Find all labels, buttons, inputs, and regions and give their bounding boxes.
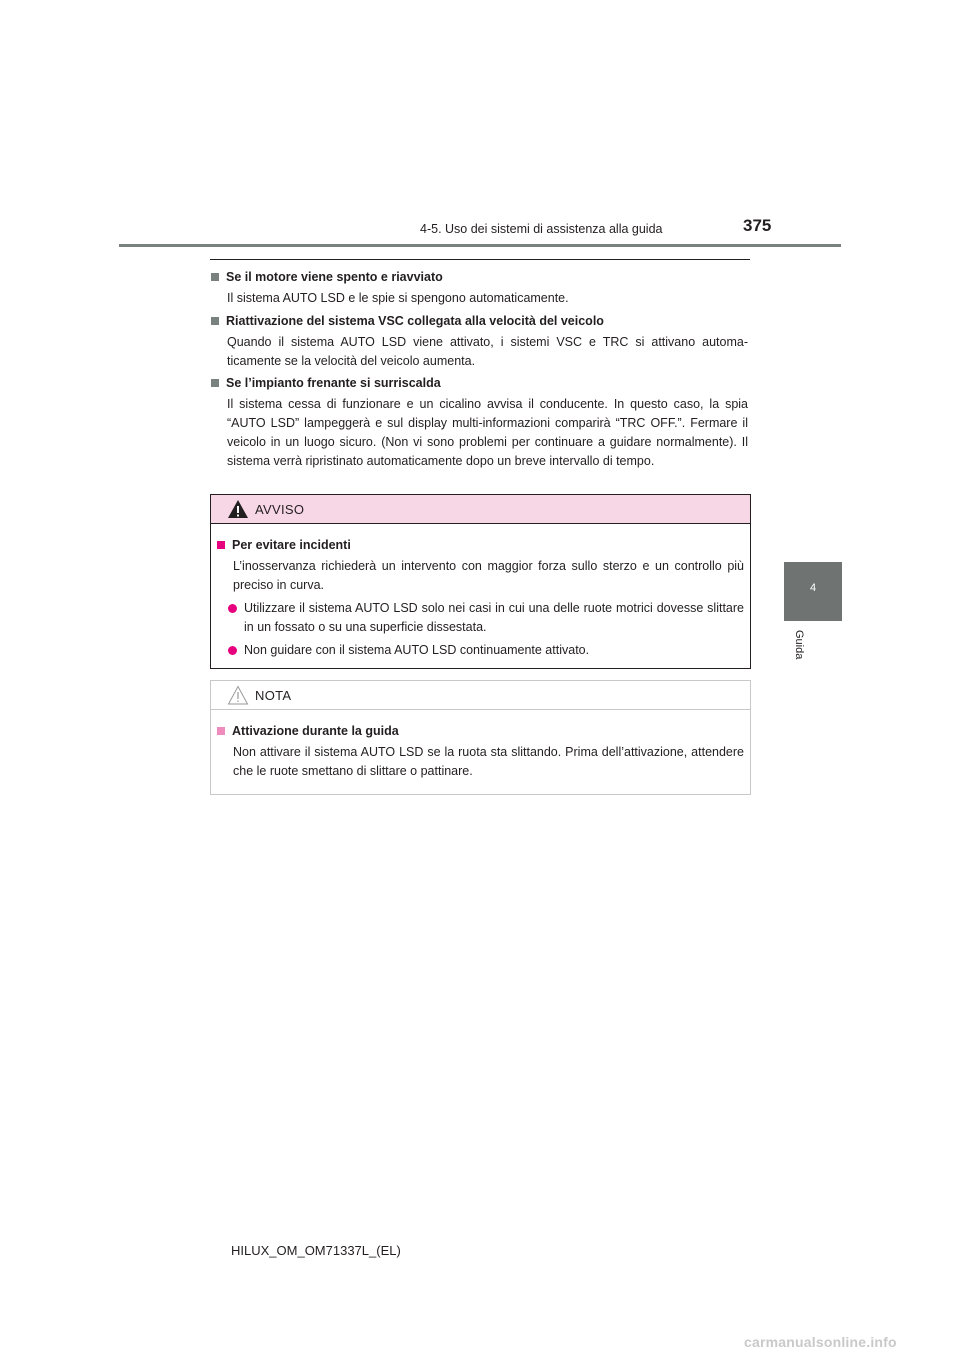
header-rule — [119, 244, 841, 247]
watermark: carmanualsonline.info — [744, 1334, 897, 1350]
content-rule — [210, 259, 750, 260]
section-title-text: Riattivazione del sistema VSC collegata alla velocità del veicolo — [226, 314, 604, 328]
note-label: NOTA — [255, 688, 292, 703]
warning-header — [211, 495, 750, 524]
square-bullet-icon — [211, 379, 219, 387]
circle-bullet-icon — [228, 646, 237, 655]
warning-bullet — [228, 599, 744, 637]
section-title-text: Se il motore viene spento e riavviato — [226, 270, 443, 284]
header-title: 4-5. Uso dei sistemi di assistenza alla guida — [420, 222, 663, 236]
section-engine-restart — [210, 268, 748, 308]
warning-box — [210, 494, 751, 669]
warning-bullet — [228, 641, 744, 660]
section-vsc-reactivation — [210, 312, 748, 371]
section-body: Il sistema AUTO LSD e le spie si spengono automaticamente. — [227, 291, 569, 305]
warning-triangle-icon — [227, 499, 249, 519]
note-box — [210, 680, 751, 795]
chapter-tab-number: 4 — [809, 582, 817, 594]
square-bullet-icon — [217, 727, 225, 735]
warning-bullet-text: Utilizzare il sistema AUTO LSD solo nei casi in cui una delle ruote motrici dovesse slittare in un fossato o su una superficie dissestata. — [244, 601, 744, 634]
note-body — [211, 710, 750, 791]
warning-body — [211, 524, 750, 670]
note-title-text: Attivazione durante la guida — [232, 724, 399, 738]
section-title — [210, 268, 748, 287]
warning-title-text: Per evitare incidenti — [232, 538, 351, 552]
section-title — [210, 374, 748, 393]
warning-title — [216, 536, 744, 555]
warning-label: AVVISO — [255, 502, 305, 517]
chapter-tab-label: Guida — [793, 630, 805, 660]
section-body: Il sistema cessa di funzionare e un cicalino avvisa il conducente. In questo caso, la spia “AUTO LSD” lampeggerà e sul display multi-informazioni comparirà “TRC OFF.”. Fermare il veicolo in un luogo sicuro. (Non vi sono problemi per continuare a guidare normalmente). Il sistema verrà ripristinato automaticamente dopo un breve intervallo di tempo. — [227, 397, 748, 468]
note-header — [211, 681, 750, 710]
square-bullet-icon — [217, 541, 225, 549]
chapter-tab — [784, 562, 842, 621]
note-title — [216, 722, 744, 741]
warning-text: L’inosservanza richiederà un intervento con maggior forza sullo sterzo e un controllo più preciso in curva. — [233, 559, 744, 592]
warning-bullet-text: Non guidare con il sistema AUTO LSD continuamente attivato. — [244, 643, 590, 657]
circle-bullet-icon — [228, 604, 237, 613]
caution-triangle-icon — [227, 685, 249, 705]
square-bullet-icon — [211, 273, 219, 281]
square-bullet-icon — [211, 317, 219, 325]
section-title-text: Se l’impianto frenante si surriscalda — [226, 376, 441, 390]
section-brake-overheat — [210, 374, 748, 471]
section-body: Quando il sistema AUTO LSD viene attivato, i sistemi VSC e TRC si attivano automa-ticamente se la velocità del veicolo aumenta. — [227, 335, 748, 368]
note-text: Non attivare il sistema AUTO LSD se la ruota sta slittando. Prima dell’attivazione, attendere che le ruote smettano di slittare o pattinare. — [233, 745, 744, 778]
page-number: 375 — [743, 216, 772, 235]
section-title — [210, 312, 748, 331]
footer-document-code: HILUX_OM_OM71337L_(EL) — [231, 1243, 401, 1258]
